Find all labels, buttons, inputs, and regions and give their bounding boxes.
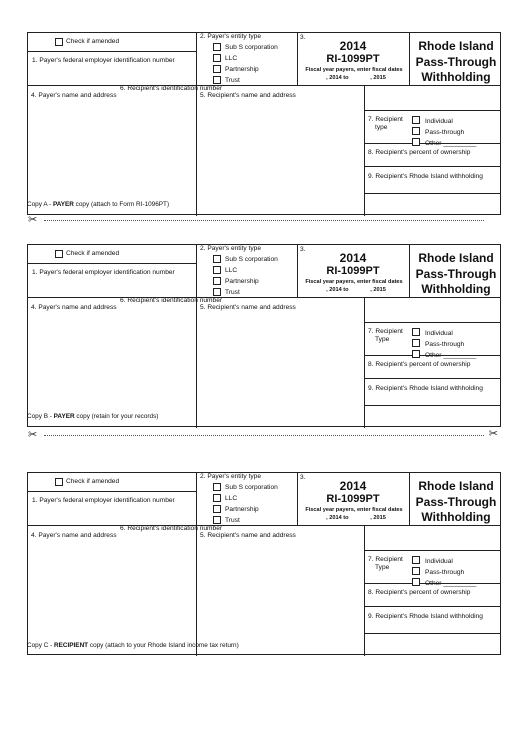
recipient-withholding-field[interactable]: [368, 393, 498, 403]
payer-fein-field[interactable]: [32, 277, 192, 293]
other-checkbox[interactable]: [412, 350, 420, 358]
recipient-name-address-label: 5. Recipient's name and address: [200, 304, 296, 311]
payer-fein-field[interactable]: [32, 505, 192, 521]
recipient-percent-field[interactable]: [368, 157, 498, 165]
payer-name-address-label: 4. Payer's name and address: [31, 92, 117, 99]
ri-1099pt-form-copy-1: [27, 32, 501, 215]
copy-bold: PAYER: [53, 413, 75, 420]
copy-label-1: [27, 201, 169, 208]
cut-line-2: [28, 430, 498, 442]
pass-through-checkbox[interactable]: [412, 567, 420, 575]
scissors-icon: ✂: [28, 429, 38, 441]
payer-name-address-label: 4. Payer's name and address: [31, 304, 117, 311]
copy-suffix: copy (attach to Form RI-1096PT): [73, 201, 170, 208]
recipient-name-address-label: 5. Recipient's name and address: [200, 532, 296, 539]
trust-label: Trust: [225, 517, 240, 524]
llc-label: LLC: [225, 495, 238, 502]
title-line-3: Withholding: [421, 70, 491, 85]
cut-line-1: [28, 215, 498, 227]
fiscal-dates-range: , 2014 to , 2015: [326, 75, 386, 81]
tax-year: 2014: [339, 251, 367, 265]
trust-checkbox[interactable]: [213, 288, 221, 296]
pass-through-label: Pass-through: [425, 341, 465, 348]
tax-year: 2014: [339, 39, 367, 53]
payer-fein-label: 1. Payer's federal employer identification number: [32, 497, 175, 504]
recipient-type-label: 7. Recipient: [368, 556, 403, 563]
payer-entity-type-label: 2. Payer's entity type: [200, 473, 261, 480]
llc-label: LLC: [225, 267, 238, 274]
partnership-label: Partnership: [225, 278, 259, 285]
recipient-type-label-word: type: [375, 124, 388, 131]
individual-label: Individual: [425, 330, 453, 337]
recipient-name-address-field[interactable]: [200, 543, 360, 651]
recipient-name-address-label: 5. Recipient's name and address: [200, 92, 296, 99]
form-title: [410, 39, 502, 86]
payer-entity-type-label: 2. Payer's entity type: [200, 33, 261, 40]
recipient-type-label: 7. Recipient: [368, 328, 403, 335]
sub-s-corporation-label: Sub S corporation: [225, 256, 278, 263]
pass-through-checkbox[interactable]: [412, 127, 420, 135]
title-line-1: Rhode Island: [418, 479, 494, 493]
copy-label-2: [27, 413, 158, 420]
payer-fein-label: 1. Payer's federal employer identification number: [32, 57, 175, 64]
recipient-type-label: 7. Recipient: [368, 116, 403, 123]
amended-checkbox[interactable]: [55, 478, 63, 486]
fiscal-dates-label: Fiscal year payers, enter fiscal dates: [305, 67, 403, 73]
sub-s-corporation-checkbox[interactable]: [213, 255, 221, 263]
title-line-2: Pass-Through: [415, 494, 497, 509]
recipient-percent-field[interactable]: [368, 369, 498, 377]
other-label: Other _________: [425, 140, 477, 147]
llc-checkbox[interactable]: [213, 494, 221, 502]
recipient-id-label: 6. Recipient's identification number: [120, 85, 223, 92]
payer-entity-type-label: 2. Payer's entity type: [200, 245, 261, 252]
copy-prefix: Copy B -: [27, 413, 54, 420]
pass-through-label: Pass-through: [425, 129, 465, 136]
individual-checkbox[interactable]: [412, 328, 420, 336]
form-name: RI-1099PT: [326, 493, 380, 505]
title-line-1: Rhode Island: [418, 39, 494, 53]
fiscal-dates-label: Fiscal year payers, enter fiscal dates: [305, 279, 403, 285]
recipient-id-label: 6. Recipient's identification number: [120, 525, 223, 532]
recipient-withholding-field[interactable]: [368, 621, 498, 631]
partnership-checkbox[interactable]: [213, 505, 221, 513]
form-name: RI-1099PT: [326, 265, 380, 277]
partnership-checkbox[interactable]: [213, 65, 221, 73]
amended-checkbox[interactable]: [55, 250, 63, 258]
copy-prefix: Copy C -: [27, 642, 54, 649]
individual-label: Individual: [425, 118, 453, 125]
check-amended-label: Check if amended: [66, 250, 120, 257]
payer-fein-field[interactable]: [32, 65, 192, 81]
form-title: [410, 479, 502, 526]
individual-checkbox[interactable]: [412, 116, 420, 124]
copy-bold: PAYER: [52, 201, 74, 208]
sub-s-corporation-checkbox[interactable]: [213, 483, 221, 491]
recipient-percent-label: 8. Recipient's percent of ownership: [368, 361, 471, 368]
partnership-checkbox[interactable]: [213, 277, 221, 285]
recipient-withholding-label: 9. Recipient's Rhode Island withholding: [368, 385, 483, 392]
title-line-2: Pass-Through: [415, 266, 497, 281]
recipient-withholding-label: 9. Recipient's Rhode Island withholding: [368, 173, 483, 180]
copy-label-3: [27, 642, 239, 649]
fiscal-dates-label: Fiscal year payers, enter fiscal dates: [305, 507, 403, 513]
copy-bold: RECIPIENT: [54, 642, 89, 649]
check-amended-label: Check if amended: [66, 38, 120, 45]
payer-name-address-field[interactable]: [31, 315, 191, 423]
fiscal-dates-range: , 2014 to , 2015: [326, 287, 386, 293]
check-amended-label: Check if amended: [66, 478, 120, 485]
dotted-cut-line: [44, 435, 484, 436]
trust-checkbox[interactable]: [213, 516, 221, 524]
fiscal-dates-range: , 2014 to , 2015: [326, 515, 386, 521]
individual-label: Individual: [425, 558, 453, 565]
payer-name-address-field[interactable]: [31, 543, 191, 651]
recipient-withholding-label: 9. Recipient's Rhode Island withholding: [368, 613, 483, 620]
form-name: RI-1099PT: [326, 53, 380, 65]
form-title: [410, 251, 502, 298]
copy-suffix: copy (attach to your Rhode Island income tax return): [88, 642, 239, 649]
trust-checkbox[interactable]: [213, 76, 221, 84]
sub-s-corporation-checkbox[interactable]: [213, 43, 221, 51]
box-3-label: 3.: [300, 474, 306, 481]
trust-label: Trust: [225, 77, 240, 84]
other-label: Other _________: [425, 352, 477, 359]
pass-through-checkbox[interactable]: [412, 339, 420, 347]
title-line-1: Rhode Island: [418, 251, 494, 265]
sub-s-corporation-label: Sub S corporation: [225, 484, 278, 491]
ri-1099pt-form-copy-2: [27, 244, 501, 427]
box-3-label: 3.: [300, 246, 306, 253]
individual-checkbox[interactable]: [412, 556, 420, 564]
payer-fein-label: 1. Payer's federal employer identification number: [32, 269, 175, 276]
partnership-label: Partnership: [225, 66, 259, 73]
payer-name-address-label: 4. Payer's name and address: [31, 532, 117, 539]
recipient-percent-label: 8. Recipient's percent of ownership: [368, 149, 471, 156]
scissors-icon: ✂: [28, 214, 38, 226]
title-line-3: Withholding: [421, 510, 491, 525]
sub-s-corporation-label: Sub S corporation: [225, 44, 278, 51]
dotted-cut-line: [44, 220, 484, 221]
llc-checkbox[interactable]: [213, 266, 221, 274]
other-label: Other _________: [425, 580, 477, 587]
recipient-type-label-word: Type: [375, 564, 390, 571]
recipient-withholding-field[interactable]: [368, 181, 498, 191]
llc-label: LLC: [225, 55, 238, 62]
title-line-3: Withholding: [421, 282, 491, 297]
recipient-percent-field[interactable]: [368, 597, 498, 605]
trust-label: Trust: [225, 289, 240, 296]
partnership-label: Partnership: [225, 506, 259, 513]
copy-prefix: Copy A -: [27, 201, 53, 208]
other-checkbox[interactable]: [412, 138, 420, 146]
pass-through-label: Pass-through: [425, 569, 465, 576]
llc-checkbox[interactable]: [213, 54, 221, 62]
copy-suffix: copy (retain for your records): [74, 413, 159, 420]
scissors-end-icon: ✂: [488, 428, 498, 440]
box-3-label: 3.: [300, 34, 306, 41]
amended-checkbox[interactable]: [55, 38, 63, 46]
recipient-type-label-word: Type: [375, 336, 390, 343]
recipient-id-label: 6. Recipient's identification number: [120, 297, 223, 304]
ri-1099pt-form-copy-3: [27, 472, 501, 655]
recipient-name-address-field[interactable]: [200, 315, 360, 423]
other-checkbox[interactable]: [412, 578, 420, 586]
recipient-name-address-field[interactable]: [200, 103, 360, 211]
title-line-2: Pass-Through: [415, 54, 497, 69]
payer-name-address-field[interactable]: [31, 103, 191, 211]
recipient-percent-label: 8. Recipient's percent of ownership: [368, 589, 471, 596]
tax-year: 2014: [339, 479, 367, 493]
